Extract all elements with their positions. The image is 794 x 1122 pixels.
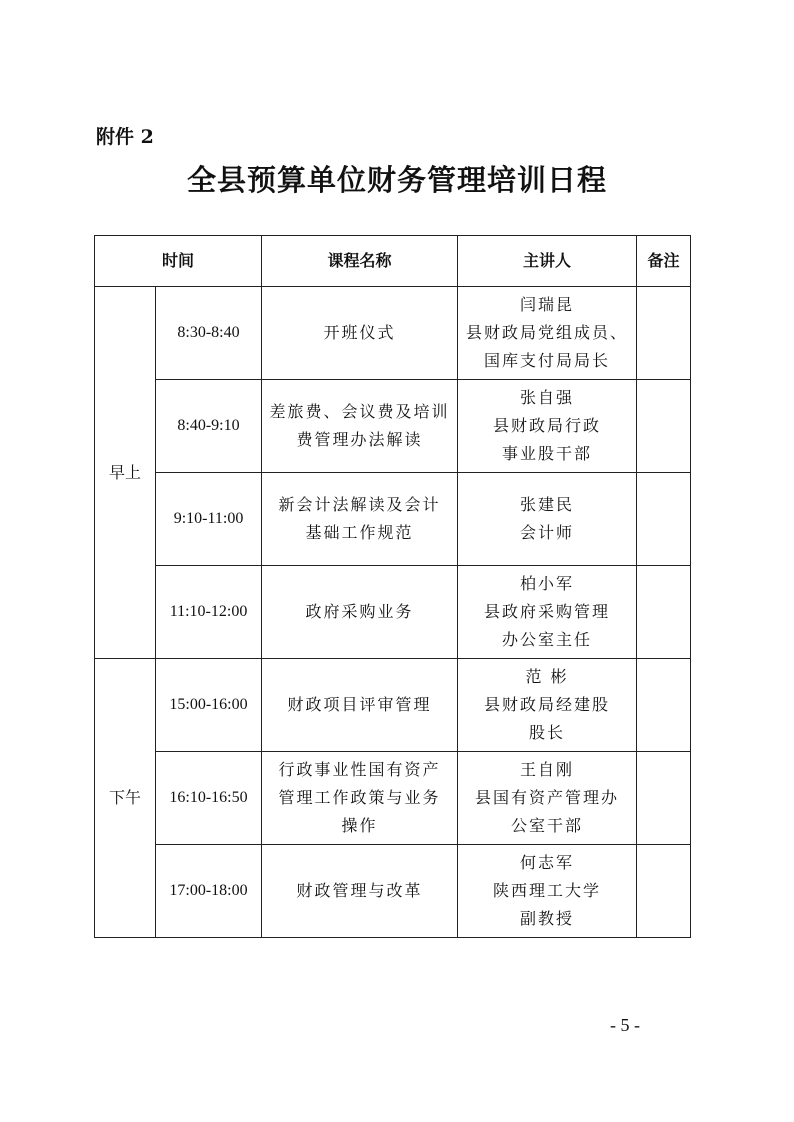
speaker-cell-line: 陕西理工大学 bbox=[493, 881, 602, 900]
header-speaker: 主讲人 bbox=[458, 236, 637, 287]
attachment-label: 附件 2 bbox=[96, 126, 154, 148]
schedule-body bbox=[95, 287, 691, 938]
speaker-cell-line: 县国有资产管理办 bbox=[475, 788, 620, 807]
speaker-cell-line: 会计师 bbox=[520, 523, 575, 542]
speaker-cell-line: 县政府采购管理 bbox=[484, 602, 611, 621]
time-cell: 8:30-8:40 bbox=[156, 287, 262, 380]
time-cell: 16:10-16:50 bbox=[156, 752, 262, 845]
schedule-table bbox=[94, 235, 691, 938]
course-cell-line: 差旅费、会议费及培训 bbox=[269, 402, 450, 421]
course-cell bbox=[262, 845, 458, 938]
course-cell-line: 财政管理与改革 bbox=[296, 881, 423, 900]
table-row bbox=[95, 659, 691, 752]
speaker-cell-line: 国库支付局局长 bbox=[484, 351, 611, 370]
time-cell: 17:00-18:00 bbox=[156, 845, 262, 938]
course-cell-line: 基础工作规范 bbox=[305, 523, 414, 542]
table-row bbox=[95, 566, 691, 659]
speaker-cell-line: 闫瑞昆 bbox=[520, 295, 575, 314]
time-cell: 8:40-9:10 bbox=[156, 380, 262, 473]
speaker-cell bbox=[458, 752, 637, 845]
speaker-cell-line: 事业股干部 bbox=[502, 444, 593, 463]
course-cell-line: 费管理办法解读 bbox=[296, 430, 423, 449]
course-cell-line: 新会计法解读及会计 bbox=[278, 495, 441, 514]
note-cell bbox=[637, 380, 691, 473]
course-cell bbox=[262, 566, 458, 659]
speaker-cell-line: 柏小军 bbox=[520, 574, 575, 593]
speaker-cell bbox=[458, 287, 637, 380]
page-number: - 5 - bbox=[610, 1015, 640, 1035]
table-row bbox=[95, 380, 691, 473]
table-row bbox=[95, 845, 691, 938]
note-cell bbox=[637, 752, 691, 845]
course-cell bbox=[262, 380, 458, 473]
speaker-cell-line: 副教授 bbox=[520, 909, 575, 928]
page-title: 全县预算单位财务管理培训日程 bbox=[186, 163, 607, 197]
header-note: 备注 bbox=[637, 236, 691, 287]
time-cell: 11:10-12:00 bbox=[156, 566, 262, 659]
speaker-cell bbox=[458, 566, 637, 659]
table-row bbox=[95, 287, 691, 380]
speaker-cell bbox=[458, 380, 637, 473]
speaker-cell-line: 县财政局行政 bbox=[493, 416, 602, 435]
course-cell-line: 开班仪式 bbox=[323, 323, 396, 342]
speaker-cell-line: 何志军 bbox=[520, 853, 575, 872]
note-cell bbox=[637, 845, 691, 938]
period-cell: 下午 bbox=[95, 659, 156, 938]
speaker-cell-line: 股长 bbox=[529, 723, 566, 742]
course-cell bbox=[262, 473, 458, 566]
note-cell bbox=[637, 566, 691, 659]
note-cell bbox=[637, 473, 691, 566]
speaker-cell-line: 王自刚 bbox=[520, 760, 575, 779]
speaker-cell bbox=[458, 845, 637, 938]
note-cell bbox=[637, 659, 691, 752]
table-row bbox=[95, 752, 691, 845]
speaker-cell-line: 张建民 bbox=[520, 495, 575, 514]
header-time: 时间 bbox=[95, 236, 262, 287]
speaker-cell bbox=[458, 473, 637, 566]
speaker-cell-line: 县财政局党组成员、 bbox=[466, 323, 629, 342]
time-cell: 9:10-11:00 bbox=[156, 473, 262, 566]
header-course: 课程名称 bbox=[262, 236, 458, 287]
speaker-cell-line: 公室干部 bbox=[511, 816, 584, 835]
course-cell-line: 管理工作政策与业务 bbox=[278, 788, 441, 807]
table-row bbox=[95, 473, 691, 566]
period-cell: 早上 bbox=[95, 287, 156, 659]
table-header-row bbox=[95, 236, 691, 287]
time-cell: 15:00-16:00 bbox=[156, 659, 262, 752]
speaker-cell-line: 范 彬 bbox=[525, 667, 569, 686]
course-cell bbox=[262, 752, 458, 845]
speaker-cell bbox=[458, 659, 637, 752]
course-cell-line: 操作 bbox=[341, 816, 378, 835]
speaker-cell-line: 张自强 bbox=[520, 388, 575, 407]
speaker-cell-line: 县财政局经建股 bbox=[484, 695, 611, 714]
course-cell-line: 行政事业性国有资产 bbox=[278, 760, 441, 779]
speaker-cell-line: 办公室主任 bbox=[502, 630, 593, 649]
course-cell-line: 政府采购业务 bbox=[305, 602, 414, 621]
course-cell bbox=[262, 659, 458, 752]
note-cell bbox=[637, 287, 691, 380]
course-cell bbox=[262, 287, 458, 380]
course-cell-line: 财政项目评审管理 bbox=[287, 695, 432, 714]
